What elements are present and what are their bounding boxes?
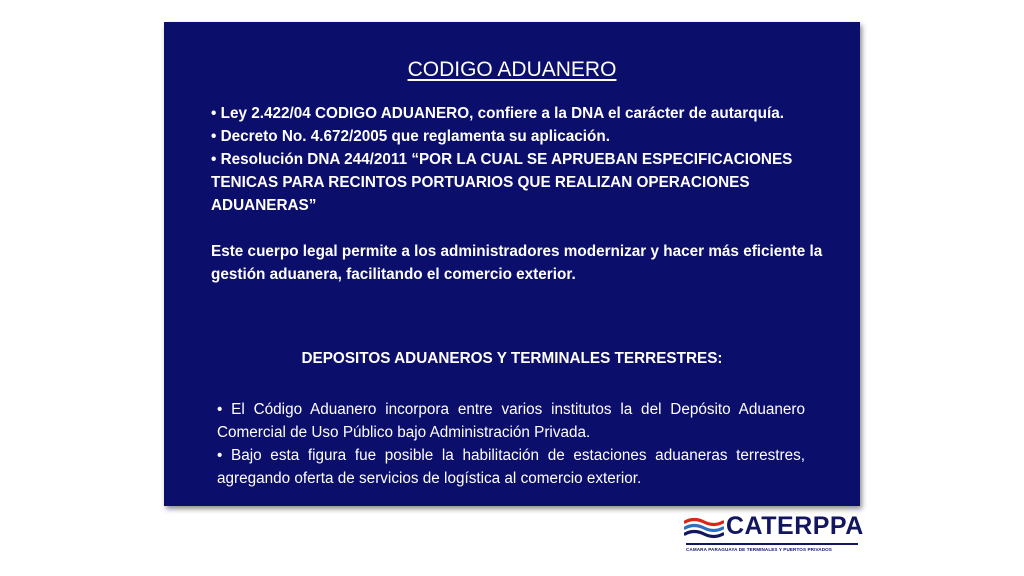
slide-title: CODIGO ADUANERO [407, 58, 617, 81]
logo-wordmark: CATERPPA [726, 512, 864, 540]
content-panel [164, 22, 860, 506]
caterppa-logo [684, 512, 864, 558]
spacer [211, 217, 831, 240]
bullet-resolucion: • Resolución DNA 244/2011 “POR LA CUAL SE APRUEBAN ESPECIFICACIONES TENICAS PARA RECINTOS PORTUARIOS QUE REALIZAN OPERACIONES ADUANERAS” [211, 151, 793, 214]
legal-framework-block [211, 102, 831, 286]
section-subheading: DEPOSITOS ADUANEROS Y TERMINALES TERRESTRES: [301, 350, 723, 367]
bullet-codigo: • El Código Aduanero incorpora entre varios institutos la del Depósito Aduanero Comercial de Uso Público bajo Administración Privada. [217, 401, 805, 441]
bullet-figura: • Bajo esta figura fue posible la habilitación de estaciones aduaneras terrestres, agregando oferta de servicios de logística al comercio exterior. [217, 447, 805, 487]
depositos-block [217, 398, 805, 490]
bullet-decreto: • Decreto No. 4.672/2005 que reglamenta su aplicación. [211, 128, 610, 145]
logo-tagline: CAMARA PARAGUAYA DE TERMINALES Y PUERTOS PRIVADOS [686, 547, 832, 552]
flag-waves-icon [684, 516, 724, 540]
logo-divider [686, 543, 858, 545]
summary-paragraph: Este cuerpo legal permite a los administradores modernizar y hacer más eficiente la gestión aduanera, facilitando el comercio exterior. [211, 243, 823, 283]
bullet-ley: • Ley 2.422/04 CODIGO ADUANERO, confiere a la DNA el carácter de autarquía. [211, 105, 784, 122]
